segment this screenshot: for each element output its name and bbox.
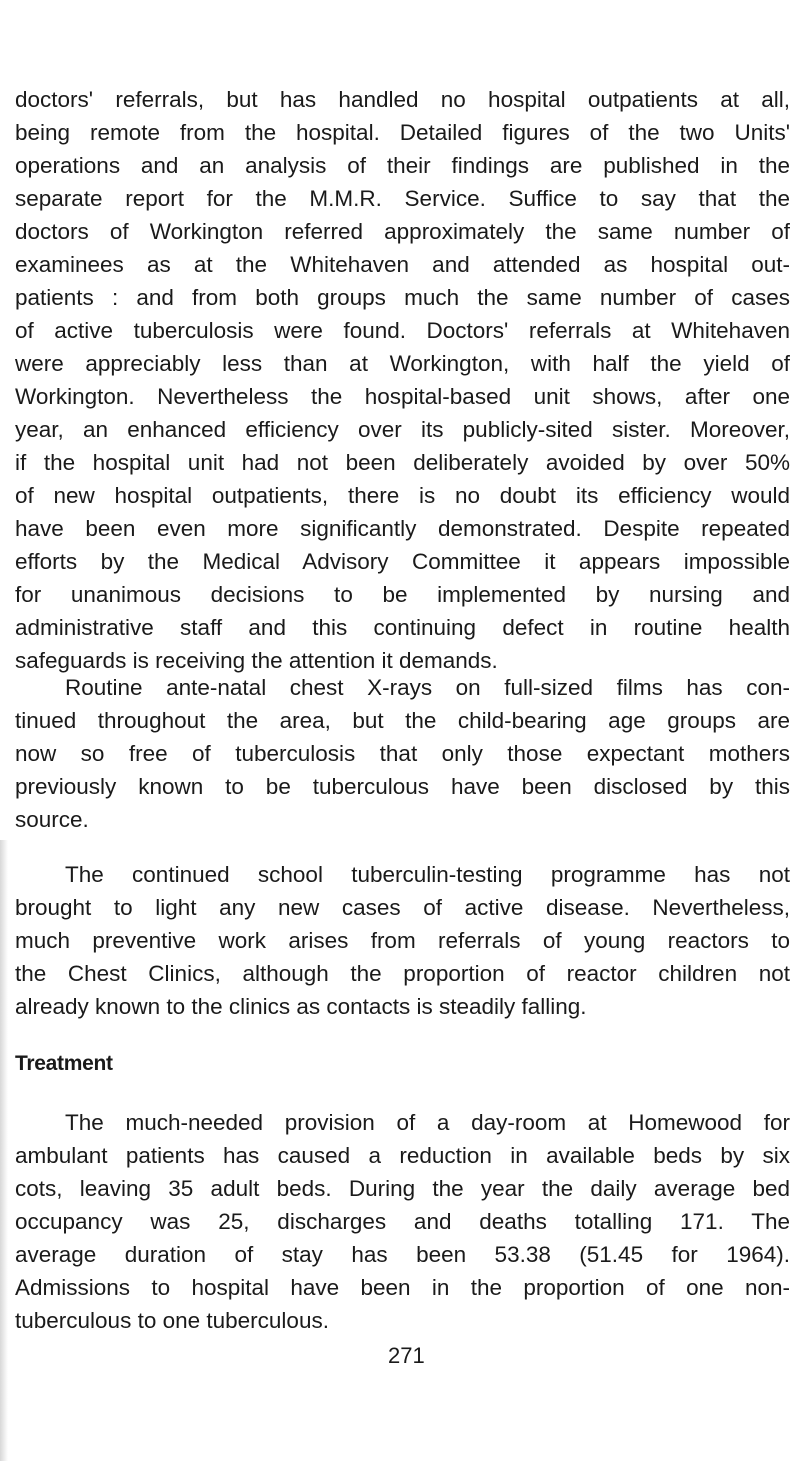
text-line: being remote from the hospital. Detailed figures of the two Units' [15, 120, 790, 145]
text-line: now so free of tuberculosis that only those expectant mothers [15, 741, 790, 766]
text-line: if the hospital unit had not been deliberately avoided by over 50% [15, 450, 790, 475]
text-line: ambulant patients has caused a reduction in available beds by six [15, 1143, 790, 1168]
text-line: brought to light any new cases of active disease. Nevertheless, [15, 895, 790, 920]
text-line: for unanimous decisions to be implemented by nursing and [15, 582, 790, 607]
paragraph-tuberculin-testing [15, 858, 790, 1023]
text-line: average duration of stay has been 53.38 (51.45 for 1964). [15, 1242, 790, 1267]
text-line: examinees as at the Whitehaven and attended as hospital out- [15, 252, 790, 277]
text-line: the Chest Clinics, although the proportion of reactor children not [15, 961, 790, 986]
text-line: year, an enhanced efficiency over its publicly-sited sister. Moreover, [15, 417, 790, 442]
text-line: administrative staff and this continuing defect in routine health [15, 615, 790, 640]
text-line: safeguards is receiving the attention it demands. [15, 648, 498, 673]
text-line: operations and an analysis of their findings are published in the [15, 153, 790, 178]
section-heading-treatment: Treatment [15, 1052, 113, 1075]
text-line: tuberculous to one tuberculous. [15, 1308, 329, 1333]
text-line: tinued throughout the area, but the child-bearing age groups are [15, 708, 790, 733]
text-line: occupancy was 25, discharges and deaths totalling 171. The [15, 1209, 790, 1234]
text-line: Routine ante-natal chest X-rays on full-sized films has con- [65, 675, 790, 700]
text-line: separate report for the M.M.R. Service. Suffice to say that the [15, 186, 790, 211]
text-line: doctors of Workington referred approximately the same number of [15, 219, 790, 244]
text-line: previously known to be tuberculous have been disclosed by this [15, 774, 790, 799]
text-line: already known to the clinics as contacts is steadily falling. [15, 994, 587, 1019]
text-line: have been even more significantly demonstrated. Despite repeated [15, 516, 790, 541]
paragraph-mmr-referrals [15, 83, 790, 677]
paragraph-antenatal-xrays [15, 671, 790, 836]
text-line: Admissions to hospital have been in the proportion of one non- [15, 1275, 790, 1300]
text-line: The much-needed provision of a day-room at Homewood for [65, 1110, 790, 1135]
text-line: patients : and from both groups much the same number of cases [15, 285, 790, 310]
text-line: The continued school tuberculin-testing programme has not [65, 862, 790, 887]
text-line: much preventive work arises from referrals of young reactors to [15, 928, 790, 953]
text-line: Workington. Nevertheless the hospital-based unit shows, after one [15, 384, 790, 409]
text-line: were appreciably less than at Workington, with half the yield of [15, 351, 790, 376]
text-line: of new hospital outpatients, there is no doubt its efficiency would [15, 483, 790, 508]
text-line: of active tuberculosis were found. Doctors' referrals at Whitehaven [15, 318, 790, 343]
text-line: cots, leaving 35 adult beds. During the year the daily average bed [15, 1176, 790, 1201]
page-edge-shadow [0, 840, 8, 1461]
text-line: source. [15, 807, 89, 832]
page-number: 271 [388, 1343, 425, 1368]
text-line: doctors' referrals, but has handled no hospital outpatients at all, [15, 87, 790, 112]
paragraph-treatment [15, 1106, 790, 1337]
text-line: efforts by the Medical Advisory Committee it appears impossible [15, 549, 790, 574]
